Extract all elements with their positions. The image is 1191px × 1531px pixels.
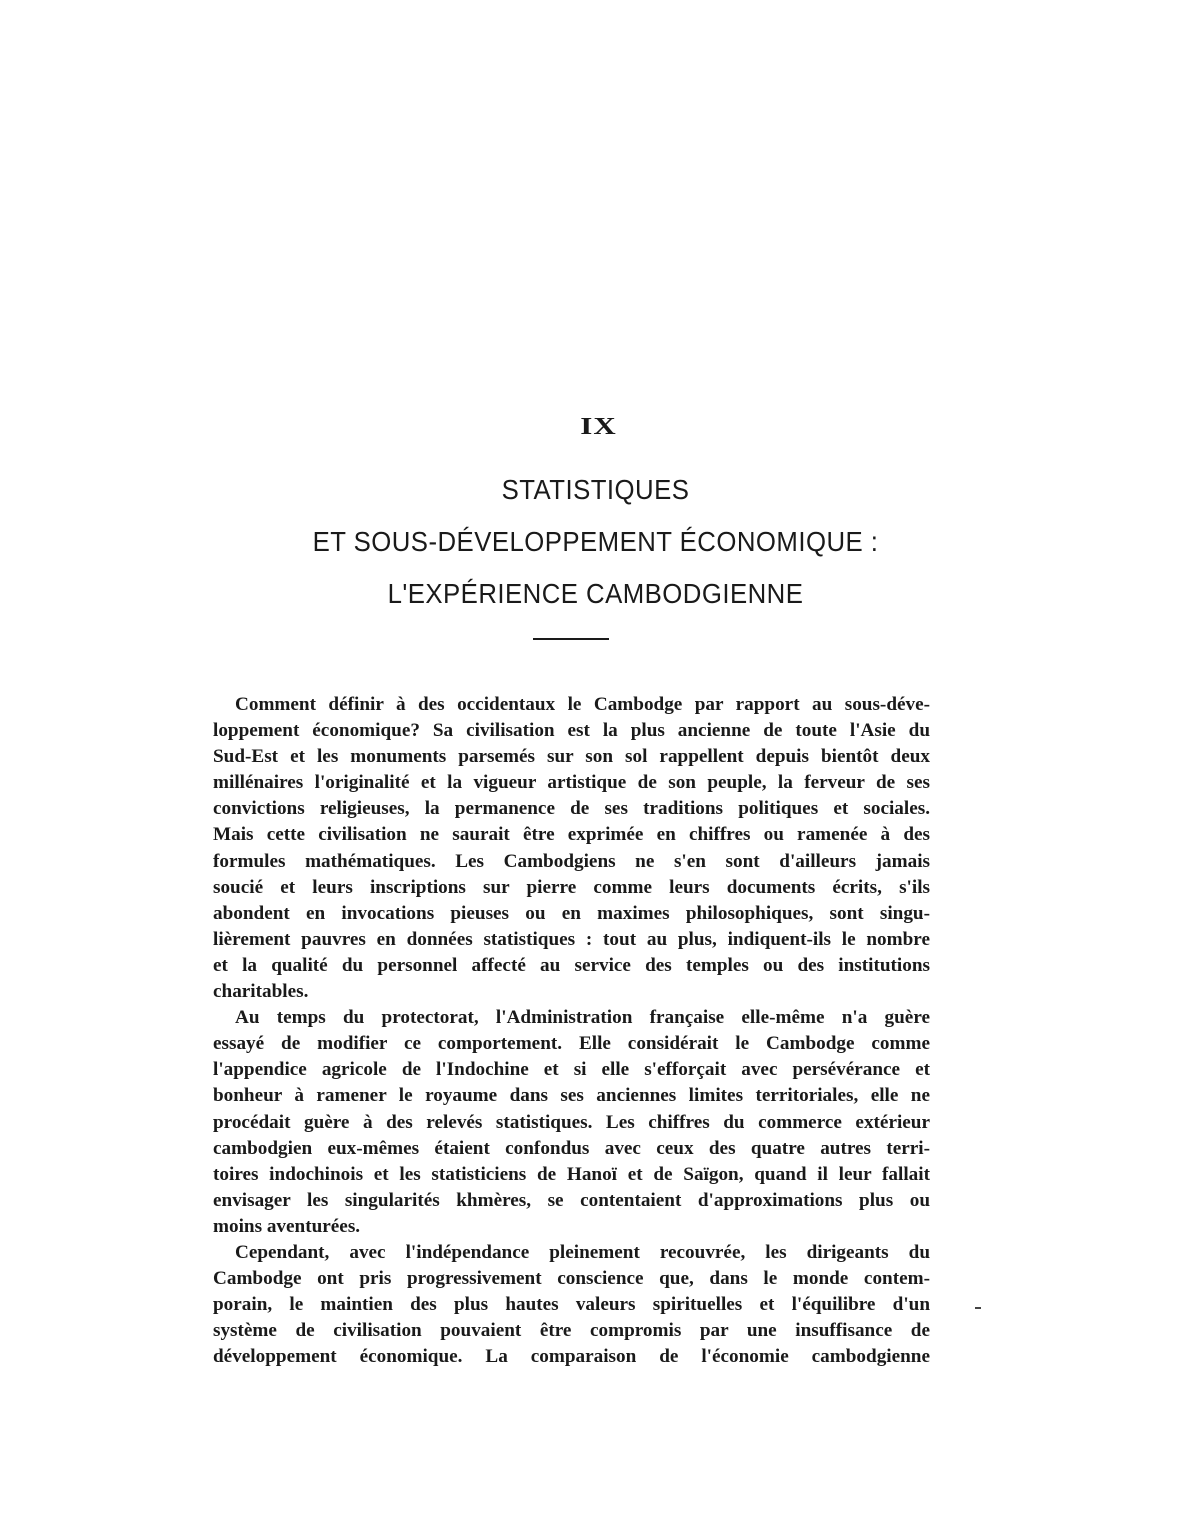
text-line: soucié et leurs inscriptions sur pierre comme leurs documents écrits, s'ils	[213, 876, 930, 898]
text-line: Cependant, avec l'indépendance pleinement recouvrée, les dirigeants du	[235, 1241, 930, 1263]
text-line: Sud-Est et les monuments parsemés sur son sol rappellent depuis bientôt deux	[213, 746, 930, 768]
text-line: envisager les singularités khmères, se contentaient d'approximations plus ou	[213, 1189, 930, 1211]
text-line: système de civilisation pouvaient être compromis par une insuffisance de	[213, 1320, 930, 1342]
text-line: essayé de modifier ce comportement. Elle considérait le Cambodge comme	[213, 1033, 930, 1055]
text-line: millénaires l'originalité et la vigueur artistique de son peuple, la ferveur de ses	[213, 772, 930, 794]
paragraph-2	[213, 1005, 930, 1240]
paragraph-1	[213, 692, 930, 1005]
text-line: développement économique. La comparaison de l'économie cambodgienne	[213, 1346, 930, 1368]
chapter-title-line-2: ET SOUS-DÉVELOPPEMENT ÉCONOMIQUE :	[312, 526, 879, 557]
text-line: Au temps du protectorat, l'Administration française elle-même n'a guère	[235, 1007, 930, 1029]
chapter-title-line-3: L'EXPÉRIENCE CAMBODGIENNE	[387, 578, 804, 609]
text-line: lièrement pauvres en données statistiques : tout au plus, indiquent-ils le nombre	[213, 928, 930, 950]
text-line: convictions religieuses, la permanence de ses traditions politiques et sociales.	[213, 798, 930, 820]
text-line: bonheur à ramener le royaume dans ses anciennes limites territoriales, elle ne	[213, 1085, 930, 1107]
margin-mark	[975, 1307, 981, 1309]
title-separator-rule	[533, 638, 609, 640]
paragraph-3	[213, 1240, 930, 1370]
text-line: procédait guère à des relevés statistiques. Les chiffres du commerce extérieur	[213, 1111, 930, 1133]
text-line: Comment définir à des occidentaux le Cambodge par rapport au sous-déve-	[235, 694, 930, 715]
text-line: cambodgien eux-mêmes étaient confondus avec ceux des quatre autres terri-	[213, 1137, 930, 1159]
text-line: porain, le maintien des plus hautes valeurs spirituelles et l'équilibre d'un	[213, 1294, 930, 1316]
text-line: Cambodge ont pris progressivement conscience que, dans le monde contem-	[213, 1268, 930, 1290]
text-line: formules mathématiques. Les Cambodgiens ne s'en sont d'ailleurs jamais	[213, 850, 930, 872]
text-line: abondent en invocations pieuses ou en maximes philosophiques, sont singu-	[213, 902, 930, 924]
text-line: toires indochinois et les statisticiens de Hanoï et de Saïgon, quand il leur fallait	[213, 1163, 930, 1185]
text-line: moins aventurées.	[213, 1215, 361, 1237]
text-line: loppement économique? Sa civilisation est la plus ancienne de toute l'Asie du	[213, 720, 930, 742]
chapter-title-line-1: STATISTIQUES	[501, 474, 690, 505]
text-line: et la qualité du personnel affecté au service des temples ou des institutions	[213, 954, 930, 976]
text-line: charitables.	[213, 981, 309, 1003]
text-line: Mais cette civilisation ne saurait être exprimée en chiffres ou ramenée à des	[213, 824, 930, 846]
text-line: l'appendice agricole de l'Indochine et si elle s'efforçait avec persévérance et	[213, 1059, 930, 1081]
chapter-number: IX	[580, 411, 617, 440]
chapter-body	[213, 692, 930, 1370]
